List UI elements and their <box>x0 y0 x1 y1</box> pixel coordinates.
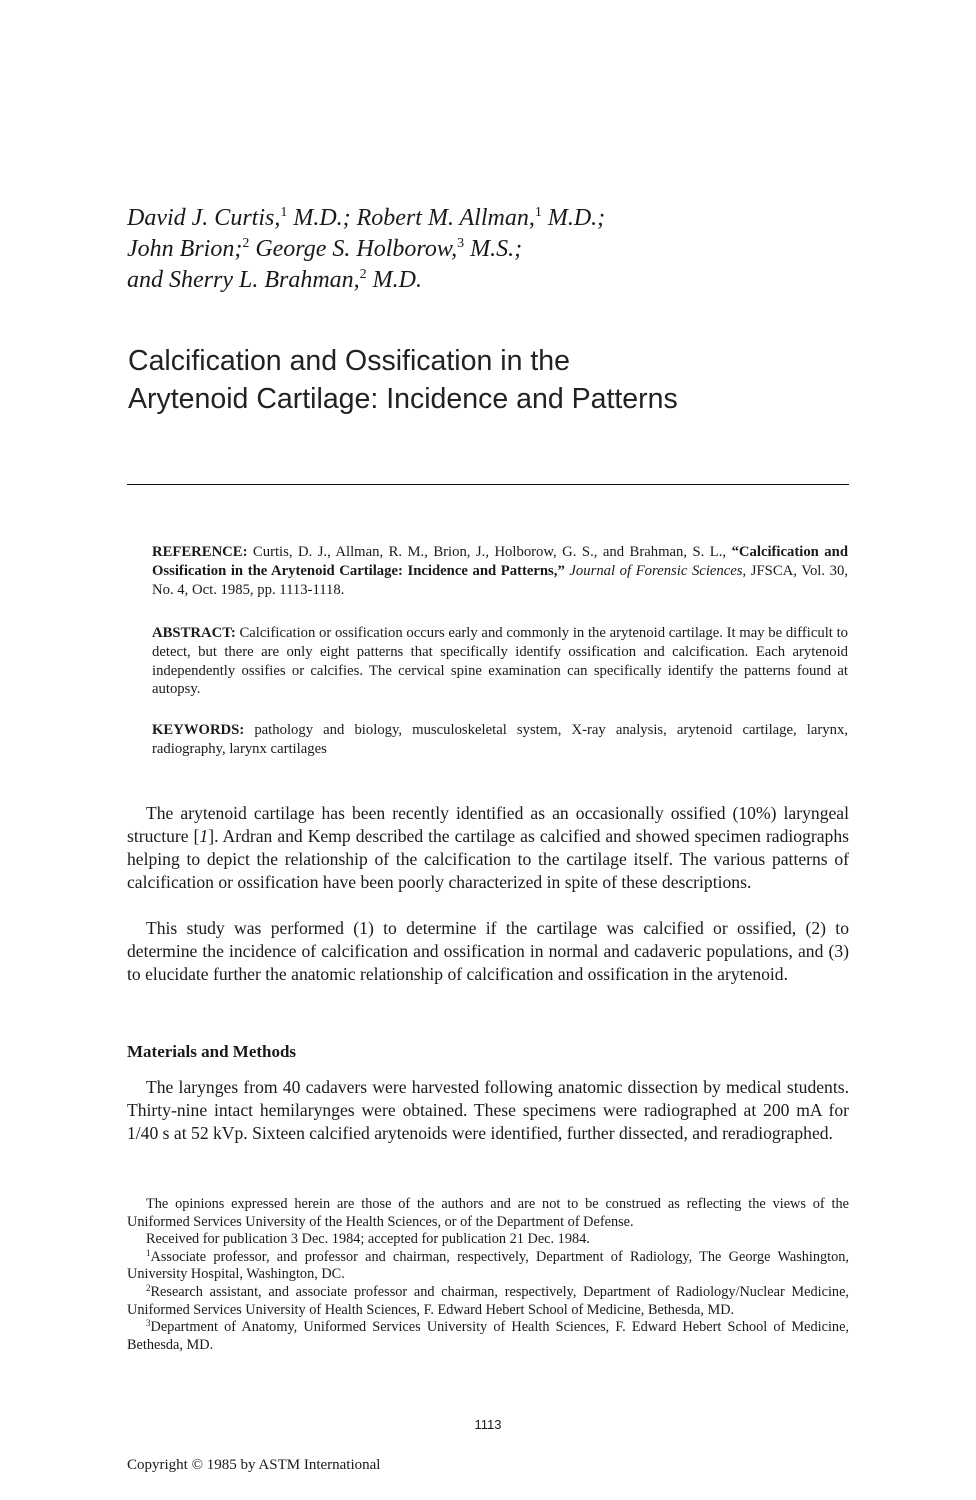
title-line-1: Calcification and Ossification in the <box>128 345 570 377</box>
paper-title <box>128 342 888 418</box>
reference-details: , JFSCA, Vol. 30, No. 4, Oct. 1985, pp. 1113-1118. <box>152 562 848 598</box>
footnote-1: $^1$Associate professor, and professor and chairman, respectively, Department of Radiology, The George Washington, University Hospital, Washington, DC. <box>127 1247 849 1283</box>
title-divider <box>127 484 849 485</box>
abstract-text: Calcification or ossification occurs early and commonly in the arytenoid cartilage. It may be difficult to detect, but there are only eight patterns that specifically identify ossification and calcification. Each arytenoid independently ossifies or calcifies. The cervical spine examination can specifically identify the patterns found at autopsy. <box>152 625 848 698</box>
intro-paragraph-1: The arytenoid cartilage has been recently identified as an occasionally ossified (10%) laryngeal structure [1]. Ardran and Kemp described the cartilage as calcified and showed specimen radiographs helping to depict the relationship of the calcification to the cartilage itself. The various patterns of calcification or ossification have been poorly characterized in spite of these descriptions. <box>127 803 850 892</box>
reference-journal: Journal of Forensic Sciences <box>564 562 743 579</box>
copyright-notice: Copyright © 1985 by ASTM International <box>127 1457 381 1473</box>
reference-authors: Curtis, D. J., Allman, R. M., Brion, J., Holborow, G. S., and Brahman, S. L., <box>247 544 732 560</box>
keywords-block <box>152 721 848 759</box>
abstract-label: ABSTRACT: <box>152 625 236 641</box>
abstract-block <box>152 624 848 699</box>
keywords-text: pathology and biology, musculoskeletal system, X-ray analysis, arytenoid cartilage, larynx, radiography, larynx cartilages <box>152 722 848 757</box>
footnote-3: $^3$Department of Anatomy, Uniformed Services University of Health Sciences, F. Edward Hebert School of Medicine, Bethesda, MD. <box>127 1318 849 1353</box>
footnote-received: Received for publication 3 Dec. 1984; accepted for publication 21 Dec. 1984. <box>146 1231 590 1248</box>
author-line-2: John Brion;$^2$ George S. Holborow,$^3$ M.S.; <box>127 236 523 262</box>
page-number: 1113 <box>474 1417 502 1432</box>
section-heading-materials-methods: Materials and Methods <box>127 1042 297 1061</box>
keywords-label: KEYWORDS: <box>152 722 245 738</box>
affiliation-mark: 1 <box>534 205 542 220</box>
reference-label: REFERENCE: <box>152 544 248 560</box>
affiliation-mark: 2 <box>359 267 367 282</box>
author-list <box>127 203 887 296</box>
affiliation-mark: 1 <box>280 205 288 220</box>
author-line-3: and Sherry L. Brahman,$^2$ M.D. <box>127 267 422 293</box>
reference-article-title: “Calcification and Ossification in the Arytenoid Cartilage: Incidence and Patterns,” <box>152 544 848 579</box>
footnote-2: $^2$Research assistant, and associate professor and chairman, respectively, Department of Radiology/Nuclear Medicine, Uniformed Services University of Health Sciences, F. Edward Hebert School of Medicine, Bethesda, MD. <box>127 1282 849 1318</box>
citation-ref: 1 <box>199 826 209 846</box>
affiliation-mark: 2 <box>242 236 250 251</box>
author-line-1: David J. Curtis,$^1$ M.D.; Robert M. Allman,$^1$ M.D.; <box>127 205 606 231</box>
footnote-opinions: The opinions expressed herein are those of the authors and are not to be construed as reflecting the views of the Uniformed Services University of the Health Sciences, or of the Department of Defense. <box>127 1196 849 1230</box>
affiliation-mark: 3 <box>457 236 465 251</box>
methods-paragraph-1: The larynges from 40 cadavers were harvested following anatomic dissection by medical students. Thirty-nine intact hemilarynges were obtained. These specimens were radiographed at 200 mA for 1/40 s at 52 kVp. Sixteen calcified arytenoids were identified, further dissected, and reradiographed. <box>127 1077 849 1143</box>
intro-paragraph-2: This study was performed (1) to determine if the cartilage was calcified or ossified, (2) to determine the incidence of calcification and ossification in normal and cadaveric populations, and (3) to elucidate further the anatomic relationship of calcification and ossification in the arytenoid. <box>127 918 849 984</box>
footnotes <box>127 1196 849 1354</box>
reference-block <box>152 543 848 599</box>
title-line-2: Arytenoid Cartilage: Incidence and Patterns <box>128 383 678 415</box>
